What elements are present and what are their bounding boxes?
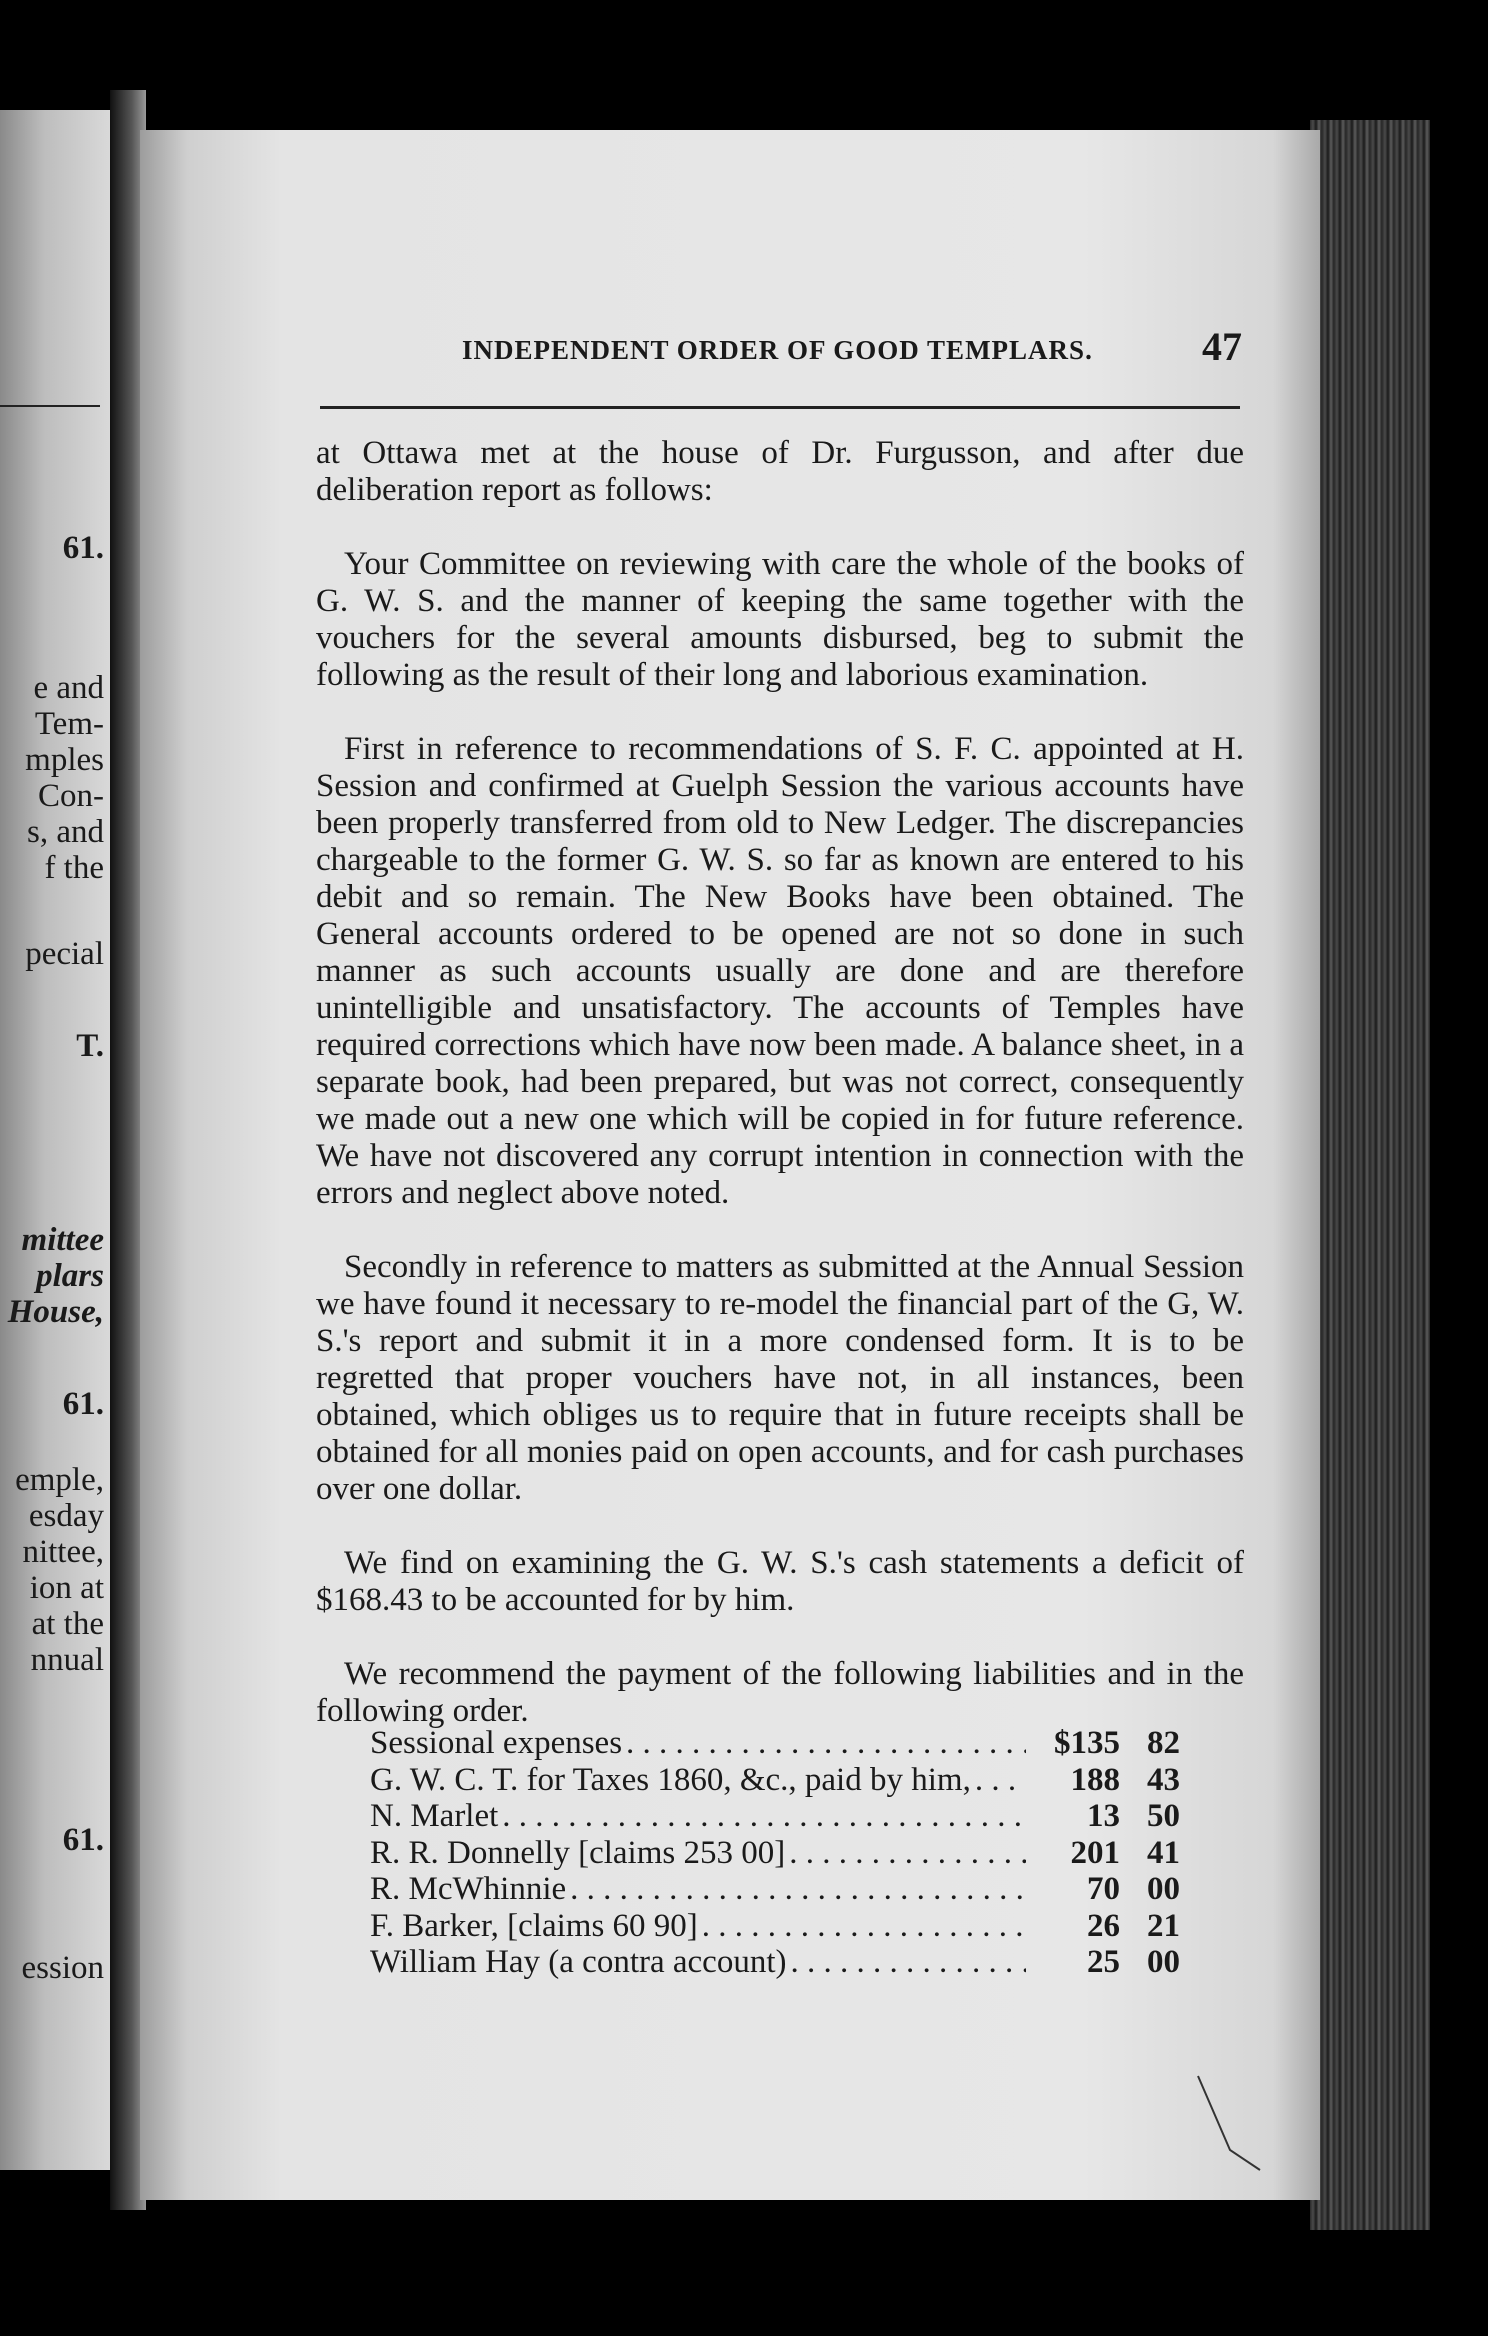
liability-name: G. W. C. T. for Taxes 1860, &c., paid by him, [370,1761,971,1798]
left-fragment: 61. [62,530,104,566]
book-page [140,130,1320,2200]
leader-dots [502,1798,1026,1835]
liability-name: R. R. Donnelly [claims 253 00] [370,1834,786,1871]
pen-mark-icon [1190,2070,1270,2180]
liability-name: Sessional expenses [370,1725,623,1761]
left-fragment: mples [25,742,104,778]
body-text [316,435,1244,1767]
table-row [370,1835,1180,1872]
liability-cents: 00 [1147,1871,1180,1907]
left-fragment: plars [36,1258,104,1294]
paragraph: We recommend the payment of the following liabilities and in the following order. [316,1656,1244,1729]
liability-cents: 41 [1147,1834,1180,1871]
liability-name: F. Barker, [claims 60 90] [370,1907,698,1944]
table-row [370,1798,1180,1835]
paragraph: Secondly in reference to matters as submitted at the Annual Session we have found it necessary to re-model the financial part of the G, W. S.'s report and submit it in a more condensed form. It is to be regretted that proper vouchers have not, in all instances, been obtained, which obliges us to require that in future receipts shall be obtained for all monies paid on open accounts, and for cash purchases over one dollar. [316,1249,1244,1507]
liability-name: R. McWhinnie [370,1871,567,1907]
left-fragment: esday [28,1498,104,1534]
liability-cents: 82 [1147,1725,1180,1761]
left-fragment: nnual [30,1642,104,1678]
header-rule [320,406,1240,409]
left-fragment: T. [76,1028,104,1064]
leader-dots [702,1908,1026,1945]
left-fragment: s, and [27,814,104,850]
liability-cents: 21 [1147,1907,1180,1944]
leader-dots [570,1871,1026,1908]
page-edges [1310,120,1430,2230]
left-fragment: f the [44,850,104,886]
left-fragment: House, [7,1294,104,1330]
page-number: 47 [1202,324,1242,369]
left-fragment: ession [21,1950,104,1986]
leader-dots [789,1835,1026,1872]
liability-dollars: 13 [1087,1798,1120,1834]
liabilities-table [370,1725,1180,1981]
left-fragment: Tem- [34,706,104,742]
leader-dots [626,1725,1026,1762]
liability-dollars: 26 [1087,1907,1120,1944]
paragraph: Your Committee on reviewing with care the whole of the books of G. W. S. and the manner of keeping the same together with the vouchers for the several amounts disbursed, beg to submit the following as the result of their long and laborious examination. [316,546,1244,693]
liability-dollars: 25 [1087,1944,1120,1980]
left-fragment: ion at [29,1570,104,1606]
liability-dollars: 201 [1070,1834,1120,1871]
left-fragment: mittee [21,1222,104,1258]
left-fragment: e and [33,670,104,706]
liability-dollars: $135 [1054,1725,1120,1761]
liability-name: N. Marlet [370,1798,499,1834]
paragraph: at Ottawa met at the house of Dr. Furgusson, and after due deliberation report as follows: [316,435,1244,508]
paragraph: First in reference to recommendations of S. F. C. appointed at H. Session and confirmed at Guelph Session the various accounts have been properly transferred from old to New Ledger. The discrepancies chargeable to the former G. W. S. so far as known are entered to his debit and so remain. The New Books have been obtained. The General accounts ordered to be opened are not so done in such manner as such accounts usually are done and are therefore unintelligible and unsatisfactory. The accounts of Temples have required corrections which have now been made. A balance sheet, in a separate book, had been prepared, but was not correct, consequently we made out a new one which will be copied in for future reference. We have not discovered any corrupt intention in connection with the errors and neglect above noted. [316,731,1244,1211]
table-row [370,1944,1180,1981]
table-row [370,1725,1180,1762]
liability-cents: 50 [1147,1798,1180,1834]
left-fragment: at the [31,1606,104,1642]
left-fragment: nittee, [22,1534,104,1570]
left-fragment: pecial [25,936,104,972]
leader-dots [790,1944,1026,1981]
liability-dollars: 70 [1087,1871,1120,1907]
table-row [370,1871,1180,1908]
left-page-header-rule [0,405,100,407]
liability-name: William Hay (a contra account) [370,1944,787,1980]
leader-dots [975,1762,1026,1799]
left-fragment: 61. [62,1822,104,1858]
table-row [370,1908,1180,1945]
left-fragment: emple, [15,1462,104,1498]
liability-cents: 00 [1147,1944,1180,1980]
running-header: INDEPENDENT ORDER OF GOOD TEMPLARS. [462,335,1093,365]
liability-dollars: 188 [1070,1761,1120,1798]
liability-cents: 43 [1147,1761,1180,1798]
left-fragment: Con- [38,778,104,814]
left-fragment: 61. [62,1386,104,1422]
left-page-fragment [0,110,110,2170]
paragraph: We find on examining the G. W. S.'s cash statements a deficit of $168.43 to be accounted for by him. [316,1545,1244,1618]
table-row [370,1762,1180,1799]
